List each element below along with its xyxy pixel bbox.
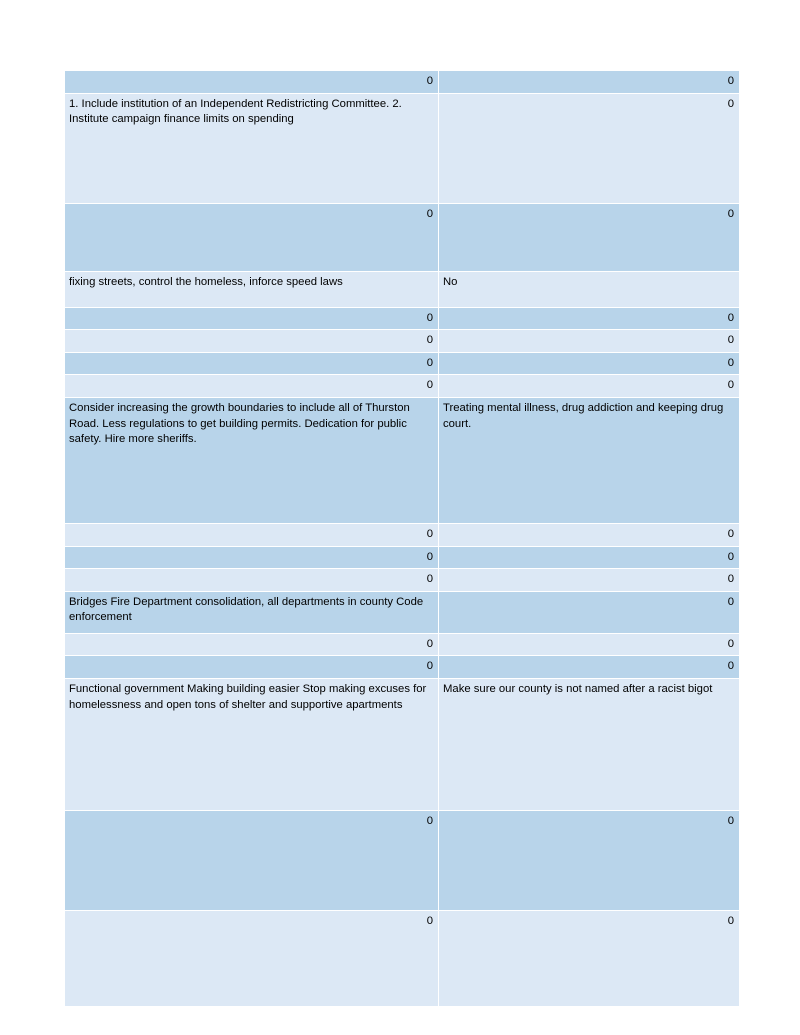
table-row	[65, 569, 740, 592]
table-row	[65, 203, 740, 271]
table-cell[interactable]: 0	[439, 523, 740, 546]
table-cell[interactable]: Consider increasing the growth boundaries to include all of Thurston Road. Less regulations to get building permits. Dedication for public safety. Hire more sheriffs.	[65, 397, 439, 523]
table-row	[65, 71, 740, 94]
table-cell[interactable]: 0	[439, 633, 740, 656]
table-cell[interactable]: 0	[439, 810, 740, 910]
table-cell[interactable]: 0	[65, 910, 439, 1006]
table-cell[interactable]: Treating mental illness, drug addiction and keeping drug court.	[439, 397, 740, 523]
table-cell[interactable]: 0	[65, 352, 439, 375]
table-cell[interactable]: 0	[439, 910, 740, 1006]
table-row	[65, 307, 740, 330]
table-cell[interactable]: fixing streets, control the homeless, inforce speed laws	[65, 271, 439, 307]
table-row	[65, 633, 740, 656]
table-cell[interactable]: 0	[65, 523, 439, 546]
table-cell[interactable]: 0	[65, 546, 439, 569]
table-cell[interactable]: 0	[65, 569, 439, 592]
table-row	[65, 678, 740, 810]
table-cell[interactable]: 0	[65, 656, 439, 679]
spreadsheet-table	[64, 70, 740, 1007]
table-cell[interactable]: 0	[65, 203, 439, 271]
table-row	[65, 810, 740, 910]
table-cell[interactable]: 0	[65, 71, 439, 94]
table-cell[interactable]: 0	[65, 810, 439, 910]
table-cell[interactable]: 0	[439, 375, 740, 398]
table-cell[interactable]: 0	[65, 330, 439, 353]
table-row	[65, 523, 740, 546]
table-row	[65, 271, 740, 307]
table-body	[65, 71, 740, 1007]
table-cell[interactable]: No	[439, 271, 740, 307]
table-row	[65, 546, 740, 569]
table-cell[interactable]: 0	[65, 633, 439, 656]
table-cell[interactable]: 0	[439, 93, 740, 203]
table-cell[interactable]: 0	[65, 307, 439, 330]
table-row	[65, 397, 740, 523]
spreadsheet-table-wrapper	[64, 70, 734, 1007]
table-cell[interactable]: 0	[439, 546, 740, 569]
table-cell[interactable]: 0	[439, 591, 740, 633]
table-row	[65, 93, 740, 203]
table-cell[interactable]: 0	[439, 330, 740, 353]
table-cell[interactable]: 0	[65, 375, 439, 398]
table-row	[65, 330, 740, 353]
table-cell[interactable]: 0	[439, 569, 740, 592]
table-cell[interactable]: 0	[439, 656, 740, 679]
table-cell[interactable]: 1. Include institution of an Independent Redistricting Committee. 2. Institute campaign finance limits on spending	[65, 93, 439, 203]
table-row	[65, 910, 740, 1006]
table-row	[65, 656, 740, 679]
table-row	[65, 591, 740, 633]
table-row	[65, 375, 740, 398]
table-cell[interactable]: Make sure our county is not named after a racist bigot	[439, 678, 740, 810]
table-cell[interactable]: 0	[439, 71, 740, 94]
table-cell[interactable]: 0	[439, 352, 740, 375]
table-cell[interactable]: Bridges Fire Department consolidation, all departments in county Code enforcement	[65, 591, 439, 633]
table-cell[interactable]: 0	[439, 203, 740, 271]
table-cell[interactable]: Functional government Making building easier Stop making excuses for homelessness and open tons of shelter and supportive apartments	[65, 678, 439, 810]
table-row	[65, 352, 740, 375]
table-cell[interactable]: 0	[439, 307, 740, 330]
